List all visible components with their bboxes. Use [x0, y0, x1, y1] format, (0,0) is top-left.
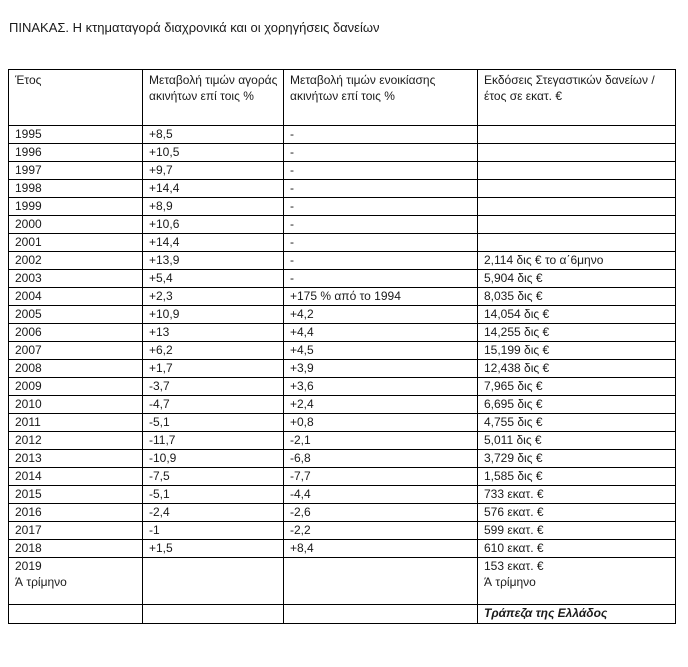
header-rent-change: Μεταβολή τιμών ενοικίασης ακινήτων επί τοις %: [284, 70, 478, 126]
cell-year: 1996: [9, 144, 143, 162]
cell-rent-change: +0,8: [284, 414, 478, 432]
cell-year: 2008: [9, 360, 143, 378]
cell-year: 2007: [9, 342, 143, 360]
cell-year: 2001: [9, 234, 143, 252]
cell-year: 2017: [9, 522, 143, 540]
cell-year: 2010: [9, 396, 143, 414]
cell-purchase-change: +13,9: [143, 252, 284, 270]
cell-rent-change: +8,4: [284, 540, 478, 558]
cell-year: 2016: [9, 504, 143, 522]
cell-rent-change: -: [284, 180, 478, 198]
header-purchase-change: Μεταβολή τιμών αγοράς ακινήτων επί τοις %: [143, 70, 284, 126]
table-row: [9, 306, 676, 324]
header-loan-issuance: Εκδόσεις Στεγαστικών δανείων / έτος σε εκατ. €: [478, 70, 676, 126]
cell-year: 2000: [9, 216, 143, 234]
cell-purchase-change: +9,7: [143, 162, 284, 180]
cell-purchase-change: -5,1: [143, 486, 284, 504]
cell-year: 1995: [9, 126, 143, 144]
cell-rent-change: +3,9: [284, 360, 478, 378]
cell-loan-issuance: [478, 234, 676, 252]
real-estate-table: [8, 69, 676, 624]
table-row-source: [9, 605, 676, 624]
cell-rent-change: +2,4: [284, 396, 478, 414]
cell-loan-issuance: 14,255 δις €: [478, 324, 676, 342]
cell-loan-issuance: 4,755 δις €: [478, 414, 676, 432]
cell-empty: [9, 605, 143, 624]
cell-rent-change: -4,4: [284, 486, 478, 504]
table-row-2019: [9, 558, 676, 605]
cell-loans: [478, 558, 676, 605]
cell-purchase-change: +6,2: [143, 342, 284, 360]
cell-year: 2004: [9, 288, 143, 306]
table-row: [9, 324, 676, 342]
document-title: ΠΙΝΑΚΑΣ. Η κτηματαγορά διαχρονικά και οι χορηγήσεις δανείων: [9, 20, 380, 35]
cell-loan-issuance: 599 εκατ. €: [478, 522, 676, 540]
cell-year: 1999: [9, 198, 143, 216]
cell-year: 2011: [9, 414, 143, 432]
cell-loan-issuance: 12,438 δις €: [478, 360, 676, 378]
cell-rent: [284, 558, 478, 605]
cell-year: 2015: [9, 486, 143, 504]
cell-purchase-change: +8,9: [143, 198, 284, 216]
cell-loan-issuance: 5,011 δις €: [478, 432, 676, 450]
table-row: [9, 144, 676, 162]
cell-purchase-change: +5,4: [143, 270, 284, 288]
table-row: [9, 216, 676, 234]
cell-purchase-change: -2,4: [143, 504, 284, 522]
table-row: [9, 270, 676, 288]
cell-rent-change: -2,2: [284, 522, 478, 540]
cell-loan-issuance: 1,585 δις €: [478, 468, 676, 486]
table-row: [9, 342, 676, 360]
cell-loan-issuance: 3,729 δις €: [478, 450, 676, 468]
cell-source: [478, 605, 676, 624]
table-row: [9, 468, 676, 486]
table-row: [9, 504, 676, 522]
cell-purchase-change: -1: [143, 522, 284, 540]
source-label: Τράπεζα της Ελλάδος: [484, 606, 608, 620]
table-row: [9, 450, 676, 468]
cell-year: 2003: [9, 270, 143, 288]
cell-rent-change: +3,6: [284, 378, 478, 396]
table-header-row: [9, 70, 676, 126]
cell-purchase-change: +10,9: [143, 306, 284, 324]
cell-purchase-change: +14,4: [143, 234, 284, 252]
cell-purchase-change: -11,7: [143, 432, 284, 450]
cell-loan-issuance: 14,054 δις €: [478, 306, 676, 324]
cell-rent-change: -: [284, 252, 478, 270]
table-row: [9, 522, 676, 540]
cell-loan-issuance: [478, 144, 676, 162]
table-body: [9, 126, 676, 624]
cell-loan-issuance: 5,904 δις €: [478, 270, 676, 288]
cell-year: 1998: [9, 180, 143, 198]
table-row: [9, 432, 676, 450]
cell-rent-change: -: [284, 144, 478, 162]
cell-year: 2005: [9, 306, 143, 324]
cell-purchase-change: -7,5: [143, 468, 284, 486]
table-row: [9, 486, 676, 504]
table-row: [9, 396, 676, 414]
loans-quarter-note: Ά τρίμηνο: [484, 575, 536, 589]
cell-loan-issuance: 733 εκατ. €: [478, 486, 676, 504]
year-quarter-note: Ά τρίμηνο: [15, 575, 67, 589]
cell-loan-issuance: [478, 180, 676, 198]
cell-loan-issuance: 6,695 δις €: [478, 396, 676, 414]
cell-purchase-change: +8,5: [143, 126, 284, 144]
cell-purchase-change: +10,5: [143, 144, 284, 162]
cell-year: 2009: [9, 378, 143, 396]
cell-rent-change: +4,2: [284, 306, 478, 324]
table-row: [9, 126, 676, 144]
cell-rent-change: -7,7: [284, 468, 478, 486]
cell-empty: [284, 605, 478, 624]
cell-loan-issuance: [478, 162, 676, 180]
cell-purchase-change: -10,9: [143, 450, 284, 468]
cell-rent-change: -: [284, 234, 478, 252]
loans-value: 153 εκατ. €: [484, 559, 544, 573]
cell-purchase-change: +1,5: [143, 540, 284, 558]
cell-loan-issuance: 576 εκατ. €: [478, 504, 676, 522]
cell-loan-issuance: [478, 126, 676, 144]
cell-purchase-change: -4,7: [143, 396, 284, 414]
cell-loan-issuance: 8,035 δις €: [478, 288, 676, 306]
cell-year: 1997: [9, 162, 143, 180]
table-row: [9, 414, 676, 432]
cell-loan-issuance: 15,199 δις €: [478, 342, 676, 360]
cell-purchase-change: -5,1: [143, 414, 284, 432]
table-row: [9, 180, 676, 198]
cell-purchase: [143, 558, 284, 605]
cell-rent-change: -: [284, 126, 478, 144]
cell-rent-change: +4,4: [284, 324, 478, 342]
cell-rent-change: -2,1: [284, 432, 478, 450]
table-row: [9, 162, 676, 180]
cell-rent-change: -: [284, 198, 478, 216]
cell-rent-change: -: [284, 216, 478, 234]
cell-rent-change: -: [284, 270, 478, 288]
cell-rent-change: +4,5: [284, 342, 478, 360]
cell-rent-change: -: [284, 162, 478, 180]
cell-purchase-change: +10,6: [143, 216, 284, 234]
cell-year: [9, 558, 143, 605]
cell-purchase-change: +1,7: [143, 360, 284, 378]
cell-loan-issuance: 7,965 δις €: [478, 378, 676, 396]
table-row: [9, 252, 676, 270]
cell-purchase-change: -3,7: [143, 378, 284, 396]
year-value: 2019: [15, 559, 42, 573]
cell-rent-change: -2,6: [284, 504, 478, 522]
cell-purchase-change: +2,3: [143, 288, 284, 306]
table-row: [9, 288, 676, 306]
cell-year: 2006: [9, 324, 143, 342]
cell-year: 2018: [9, 540, 143, 558]
cell-loan-issuance: [478, 216, 676, 234]
cell-loan-issuance: 2,114 δις € το α΄6μηνο: [478, 252, 676, 270]
cell-year: 2014: [9, 468, 143, 486]
cell-loan-issuance: 610 εκατ. €: [478, 540, 676, 558]
table-row: [9, 198, 676, 216]
cell-loan-issuance: [478, 198, 676, 216]
table-row: [9, 360, 676, 378]
cell-purchase-change: +14,4: [143, 180, 284, 198]
table-row: [9, 378, 676, 396]
table-row: [9, 234, 676, 252]
cell-year: 2002: [9, 252, 143, 270]
cell-rent-change: +175 % από το 1994: [284, 288, 478, 306]
cell-year: 2012: [9, 432, 143, 450]
cell-rent-change: -6,8: [284, 450, 478, 468]
cell-year: 2013: [9, 450, 143, 468]
cell-empty: [143, 605, 284, 624]
header-year: Έτος: [9, 70, 143, 126]
cell-purchase-change: +13: [143, 324, 284, 342]
table-row: [9, 540, 676, 558]
